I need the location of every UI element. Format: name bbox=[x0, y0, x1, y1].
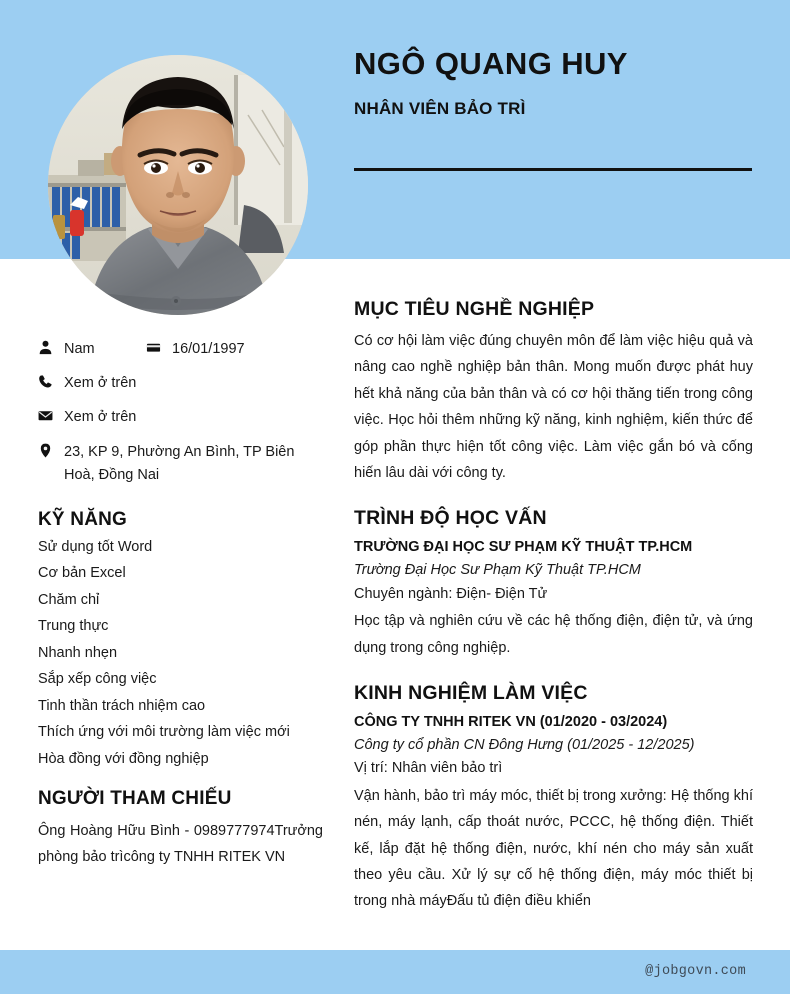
contact-info-list bbox=[38, 338, 323, 487]
header-identity bbox=[354, 46, 754, 119]
person-icon bbox=[38, 338, 58, 355]
contact-gender bbox=[38, 338, 146, 361]
contact-row-gender-birthdate bbox=[38, 338, 323, 361]
skills-heading: KỸ NĂNG bbox=[38, 508, 128, 530]
calendar-icon bbox=[146, 338, 166, 355]
objective-section bbox=[354, 298, 753, 486]
references-heading: NGƯỜI THAM CHIẾU bbox=[38, 788, 232, 810]
contact-gender-value: Nam bbox=[64, 341, 95, 357]
envelope-icon bbox=[38, 406, 58, 423]
skill-item: Chăm chỉ bbox=[38, 591, 100, 608]
education-description: Học tập và nghiên cứu về các hệ thống điện, điện tử, và ứng dụng trong công nghiệp. bbox=[354, 613, 753, 656]
education-major: Chuyên ngành: Điện- Điện Tử bbox=[354, 585, 548, 602]
skill-item: Sử dụng tốt Word bbox=[38, 538, 153, 555]
experience-company: CÔNG TY TNHH RITEK VN (01/2020 - 03/2024) bbox=[354, 713, 668, 730]
contact-row-phone bbox=[38, 372, 323, 395]
references-section bbox=[38, 788, 323, 871]
header-divider-rule bbox=[354, 168, 752, 171]
candidate-name: NGÔ QUANG HUY bbox=[354, 46, 628, 81]
experience-section bbox=[354, 682, 753, 915]
education-school-name: TRƯỜNG ĐẠI HỌC SƯ PHẠM KỸ THUẬT TP.HCM bbox=[354, 539, 693, 556]
contact-row-email bbox=[38, 406, 323, 429]
right-column bbox=[354, 298, 753, 936]
education-heading: TRÌNH ĐỘ HỌC VẤN bbox=[354, 507, 547, 530]
candidate-job-title: NHÂN VIÊN BẢO TRÌ bbox=[354, 98, 526, 118]
skill-item: Sắp xếp công việc bbox=[38, 671, 157, 688]
contact-address-value: 23, KP 9, Phường An Bình, TP Biên Hoà, Đồng Nai bbox=[64, 443, 295, 483]
location-pin-icon bbox=[38, 441, 58, 458]
experience-company-italic: Công ty cổ phần CN Đông Hưng (01/2025 - 12/2025) bbox=[354, 736, 695, 753]
contact-row-address bbox=[38, 441, 323, 487]
objective-heading: MỤC TIÊU NGHỀ NGHIỆP bbox=[354, 298, 595, 320]
skill-item: Cơ bản Excel bbox=[38, 565, 126, 582]
references-text: Ông Hoàng Hữu Bình - 0989777974Trưởng phòng bảo trìcông ty TNHH RITEK VN bbox=[38, 823, 323, 866]
profile-photo bbox=[48, 55, 308, 315]
profile-photo-image bbox=[48, 55, 308, 315]
skill-item: Thích ứng với môi trường làm việc mới bbox=[38, 724, 290, 741]
site-watermark: @jobgovn.com bbox=[645, 964, 746, 979]
skills-section bbox=[38, 509, 323, 767]
experience-position: Vị trí: Nhân viên bảo trì bbox=[354, 760, 503, 777]
education-section bbox=[354, 507, 753, 661]
skill-item: Nhanh nhẹn bbox=[38, 644, 118, 661]
education-school-italic: Trường Đại Học Sư Phạm Kỹ Thuật TP.HCM bbox=[354, 562, 641, 578]
skill-item: Tinh thần trách nhiệm cao bbox=[38, 697, 206, 714]
contact-birthdate bbox=[146, 338, 245, 361]
contact-birthdate-value: 16/01/1997 bbox=[172, 341, 245, 357]
phone-icon bbox=[38, 372, 58, 389]
left-column bbox=[38, 338, 323, 871]
skills-list bbox=[38, 540, 323, 767]
skill-item: Trung thực bbox=[38, 618, 109, 635]
experience-heading: KINH NGHIỆM LÀM VIỆC bbox=[354, 681, 588, 704]
objective-text: Có cơ hội làm việc đúng chuyên môn để làm việc hiệu quả và nâng cao nghề nghiệp bản thân. Mong muốn được phát huy hết khả năng của bản thân và có cơ hội thăng tiến trong công việc. Học hỏi thêm những kỹ năng, kinh nghiệm, kiến thức để góp phần thực hiện tốt công việc. Làm việc gắn bó và cống hiến lâu dài với công ty. bbox=[354, 333, 753, 481]
contact-email-value: Xem ở trên bbox=[64, 409, 137, 426]
experience-description: Vận hành, bảo trì máy móc, thiết bị trong xưởng: Hệ thống khí nén, máy lạnh, cấp thoát nước, PCCC, hệ thống điện. Thiết kế, lắp đặt hệ thống điện, nước, khí nén cho máy sản xuất theo yêu cầu. Xử lý sự cố hệ thống điện, máy móc thiết bị trong nhà máyĐấu tủ điện điều khiển bbox=[354, 787, 753, 910]
contact-phone-value: Xem ở trên bbox=[64, 375, 137, 392]
skill-item: Hòa đồng với đồng nghiệp bbox=[38, 750, 209, 767]
